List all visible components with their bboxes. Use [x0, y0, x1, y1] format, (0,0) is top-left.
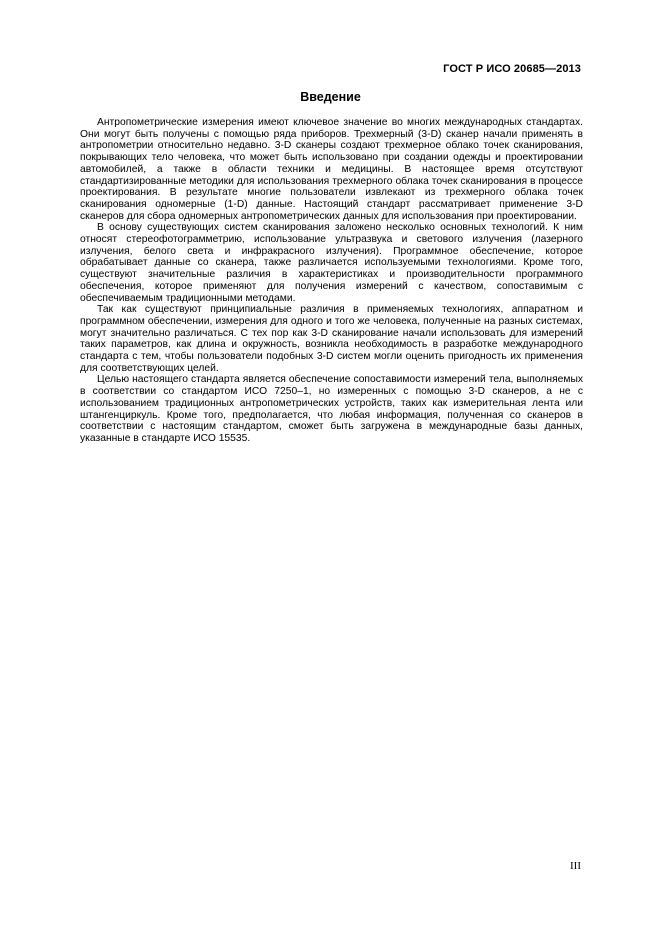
paragraph-1: Антропометрические измерения имеют ключевое значение во многих международных стандартах. Они могут быть получены с помощью ряда приборов. Трехмерный (3-D) сканер начали применять в антропометрии относительно недавно. 3-D сканеры создают трехмерное облако точек сканирования, покрывающих тело человека, что может быть использовано при создании одежды и проектировании автомобилей, а также в области техники и медицины. В настоящее время отсутствуют стандартизированные методики для использования трехмерного облака точек сканирования в процессе проектирования. В результате многие пользователи извлекают из трехмерного облака точек сканирования одномерные (1-D) данные. Настоящий стандарт рассматривает применение 3-D сканеров для сбора одномерных антропометрических данных для использования при проектировании.: [80, 117, 583, 222]
paragraph-4: Целью настоящего стандарта является обеспечение сопоставимости измерений тела, выполняемых в соответствии со стандартом ИСО 7250–1, но измеренных с помощью 3-D сканеров, а не с использованием традиционных антропометрических устройств, таких как измерительная лента или штангенциркуль. Кроме того, предполагается, что любая информация, полученная со сканеров в соответствии с настоящим стандартом, сможет быть загружена в международные базы данных, указанные в стандарте ИСО 15535.: [80, 374, 583, 444]
paragraph-2: В основу существующих систем сканирования заложено несколько основных технологий. К ним относят стереофотограмметрию, использование ультразвука и светового излучения (лазерного излучения, белого света и инфракрасного излучения). Программное обеспечение, которое обрабатывает данные со сканера, также различается используемыми технологиями. Кроме того, существуют значительные различия в характеристиках и производительности программного обеспечения, которое применяют для получения измерений с качеством, сопоставимым с обеспечиваемым традиционными методами.: [80, 222, 583, 304]
paragraph-3: Так как существуют принципиальные различия в применяемых технологиях, аппаратном и программном обеспечении, измерения для одного и того же человека, полученные на разных системах, могут значительно различаться. С тех пор как 3-D сканирование начали использовать для измерений таких параметров, как длина и окружность, возникла необходимость в разработке международного стандарта с тем, чтобы пользователи подобных 3-D систем могли оценить пригодность их применения для соответствующих целей.: [80, 304, 583, 374]
document-code: ГОСТ Р ИСО 20685—2013: [443, 63, 581, 75]
section-title: Введение: [300, 90, 361, 104]
introduction-body: [80, 117, 583, 445]
page-number: III: [570, 860, 581, 872]
